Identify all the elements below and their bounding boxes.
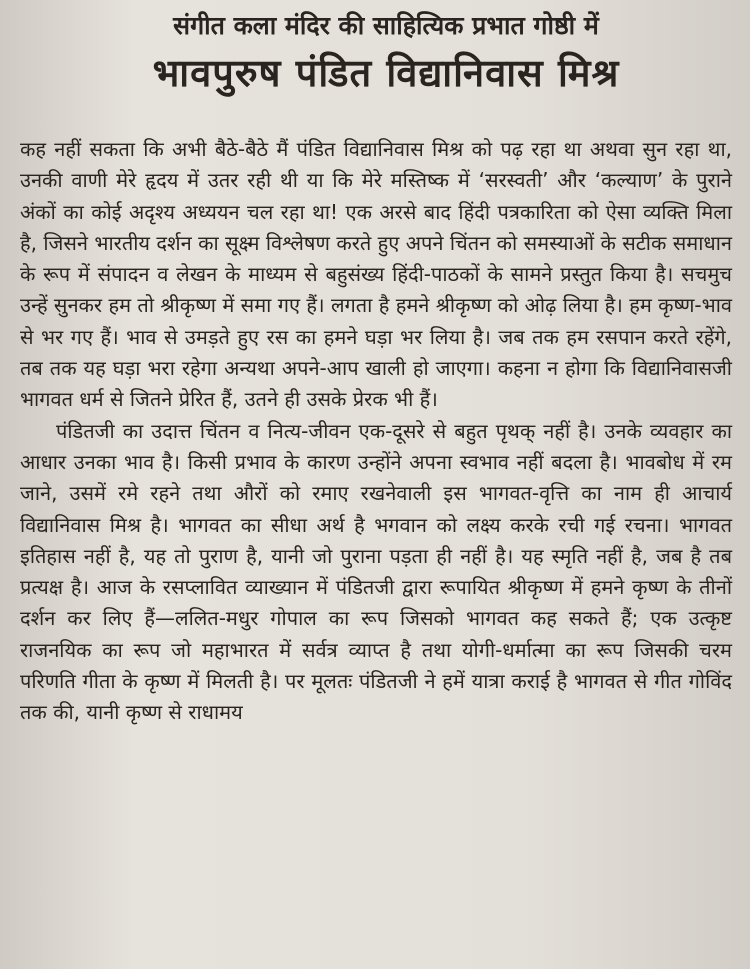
paragraph-1: कह नहीं सकता कि अभी बैठे-बैठे मैं पंडित विद्यानिवास मिश्र को पढ़ रहा था अथवा सुन रहा था, उनकी वाणी मेरे हृदय में उतर रही थी या कि मेरे मस्तिष्क में ‘सरस्वती’ और ‘कल्याण’ के पुराने अंकों का कोई अदृश्य अध्ययन चल रहा था! एक अरसे बाद हिंदी पत्रकारिता को ऐसा व्यक्ति मिला है, जिसने भारतीय दर्शन का सूक्ष्म विश्लेषण करते हुए अपने चिंतन को समस्याओं के सटीक समाधान के रूप में संपादन व लेखन के माध्यम से बहुसंख्य हिंदी-पाठकों के सामने प्रस्तुत किया है। सचमुच उन्हें सुनकर हम तो श्रीकृष्ण में समा गए हैं। लगता है हमने श्रीकृष्ण को ओढ़ लिया है। हम कृष्ण-भाव से भर गए हैं। भाव से उमड़ते हुए रस का हमने घड़ा भर लिया है। जब तक हम रसपान करते रहेंगे, तब तक यह घड़ा भरा रहेगा अन्यथा अपने-आप खाली हो जाएगा। कहना न होगा कि विद्यानिवासजी भागवत धर्म से जितने प्रेरित हैं, उतने ही उसके प्रेरक भी हैं। xyxy=(20,137,732,412)
article-body xyxy=(20,134,732,729)
paragraph-2: पंडितजी का उदात्त चिंतन व नित्य-जीवन एक-दूसरे से बहुत पृथक् नहीं है। उनके व्यवहार का आधार उनका भाव है। किसी प्रभाव के कारण उन्होंने अपना स्वभाव नहीं बदला है। भावबोध में रम जाने, उसमें रमे रहने तथा औरों को रमाए रखनेवाली इस भागवत-वृत्ति का नाम ही आचार्य विद्यानिवास मिश्र है। भागवत का सीधा अर्थ है भगवान को लक्ष्य करके रची गई रचना। भागवत इतिहास नहीं है, यह तो पुराण है, यानी जो पुराना पड़ता ही नहीं है। यह स्मृति नहीं है, जब है तब प्रत्यक्ष है। आज के रसप्लावित व्याख्यान में पंडितजी द्वारा रूपायित श्रीकृष्ण में हमने कृष्ण के तीनों दर्शन कर लिए हैं—ललित-मधुर गोपाल का रूप जिसको भागवत कह सकते हैं; एक उत्कृष्ट राजनयिक का रूप जो महाभारत में सर्वत्र व्याप्त है तथा योगी-धर्मात्मा का रूप जिसकी चरम परिणति गीता के कृष्ण में मिलती है। पर मूलतः पंडितजी ने हमें यात्रा कराई है भागवत से गीत गोविंद तक की, यानी कृष्ण से राधामय xyxy=(20,418,732,725)
article-subheading: संगीत कला मंदिर की साहित्यिक प्रभात गोष्ठी में xyxy=(173,11,599,40)
article-title: भावपुरुष पंडित विद्यानिवास मिश्र xyxy=(152,51,620,95)
article-heading xyxy=(20,0,732,100)
